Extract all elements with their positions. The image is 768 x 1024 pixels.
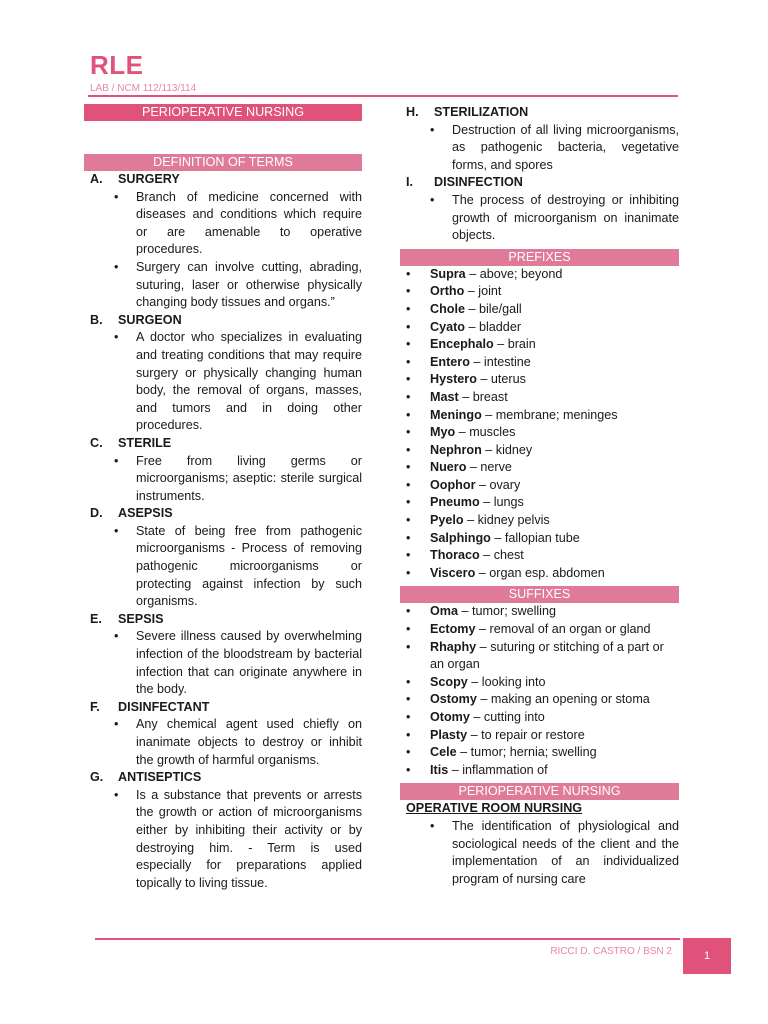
section-band-definitions: DEFINITION OF TERMS [84,154,362,171]
prefix-list [400,266,679,583]
suffix-item: • Cele – tumor; hernia; swelling [406,745,597,760]
suffix-item: • Ostomy – making an opening or stoma [406,692,650,707]
document-title: RLE [90,50,144,80]
prefix-item: • Pyelo – kidney pelvis [406,513,550,528]
prefix-item: • Oophor – ovary [406,477,521,492]
term-bullet: • Surgery can involve cutting, abrading, suturing, laser or otherwise physically changing body tissues and organs.” [114,259,362,310]
term-heading: C. STERILE [90,435,172,450]
suffix-item: • Plasty – to repair or restore [406,727,585,742]
prefix-item: • Viscero – organ esp. abdomen [406,565,605,580]
prefix-item: • Hystero – uterus [406,372,526,387]
section-band-prefixes: PREFIXES [400,249,679,266]
prefix-item: • Myo – muscles [406,425,516,440]
prefix-item: • Salphingo – fallopian tube [406,530,580,545]
term-bullet: • A doctor who specializes in evaluating and treating conditions that may require surgery or physically changing human body, the removal of organs, masses, and tumors and in doing other procedures. [114,330,362,433]
header-divider [88,95,678,97]
section-band-suffixes: SUFFIXES [400,586,679,603]
term-heading: B. SURGEON [90,312,182,327]
term-bullet: • Branch of medicine concerned with diseases and conditions which require or are amenable to operative procedures. [114,189,362,257]
prefix-item: • Supra – above; beyond [406,266,563,281]
term-bullet: • Any chemical agent used chiefly on inanimate objects to destroy or inhibit the growth of harmful organisms. [114,717,362,767]
prefix-item: • Cyato – bladder [406,319,522,334]
term-bullet: • Free from living germs or microorganisms; aseptic: sterile surgical instruments. [114,453,362,503]
term-heading: D. ASEPSIS [90,506,173,521]
author-credit: RICCI D. CASTRO / BSN 2 [550,946,672,957]
suffix-item: • Otomy – cutting into [406,710,545,724]
prefix-item: • Entero – intestine [406,354,531,369]
term-heading: A. SURGERY [90,172,180,186]
section-band-perioperative-nursing: PERIOPERATIVE NURSING [400,783,679,800]
suffix-item: • Scopy – looking into [406,674,546,689]
term-bullet: • Severe illness caused by overwhelming infection of the bloodstream by bacterial infection that can originate anywhere in the body. [114,629,362,697]
prefix-item: • Pneumo – lungs [406,495,524,510]
or-bullet: • The identification of physiological and sociological needs of the client and the implementation of an individualized program of nursing care [430,818,679,886]
suffix-item: • Rhaphy – suturing or stitching of a part or an organ [406,639,664,672]
prefix-item: • Meningo – membrane; meninges [406,407,618,422]
term-heading: I. DISINFECTION [406,175,523,190]
suffix-item: • Itis – inflammation of [406,762,548,777]
term-bullet: • State of being free from pathogenic microorganisms - Process of removing pathogenic microorganisms or protecting against infection by such organisms. [114,523,362,609]
prefix-item: • Ortho – joint [406,284,502,299]
left-column [84,104,362,892]
page-number: 1 [683,938,731,974]
term-heading: E. SEPSIS [90,611,164,626]
suffix-item: • Ectomy – removal of an organ or gland [406,622,651,637]
prefix-item: • Encephalo – brain [406,337,536,352]
suffix-item: • Oma – tumor; swelling [406,604,556,619]
prefix-item: • Thoraco – chest [406,548,524,563]
section-band-perioperative: PERIOPERATIVE NURSING [84,104,362,121]
term-bullet: • The process of destroying or inhibiting growth of microorganism on inanimate objects. [430,192,679,243]
term-heading: F. DISINFECTANT [90,699,210,714]
course-code: LAB / NCM 112/113/114 [90,83,197,94]
term-bullet: • Is a substance that prevents or arrests the growth or action of microorganisms either by inhibiting their activity or by destroying him. - Term is used especially for preparations applied topically to living tissue. [114,787,362,890]
prefix-item: • Nephron – kidney [406,442,533,457]
operating-room-nursing-heading: OPERATIVE ROOM NURSING [406,801,583,816]
prefix-item: • Nuero – nerve [406,460,512,475]
term-heading: H. STERILIZATION [406,105,529,119]
right-column [400,104,679,888]
footer-divider [95,938,680,940]
term-heading: G. ANTISEPTICS [90,770,202,785]
suffix-list [400,603,679,779]
prefix-item: • Chole – bile/gall [406,301,522,316]
prefix-item: • Mast – breast [406,389,508,404]
term-bullet: • Destruction of all living microorganisms, as pathogenic bacteria, vegetative forms, and spores [430,122,679,172]
